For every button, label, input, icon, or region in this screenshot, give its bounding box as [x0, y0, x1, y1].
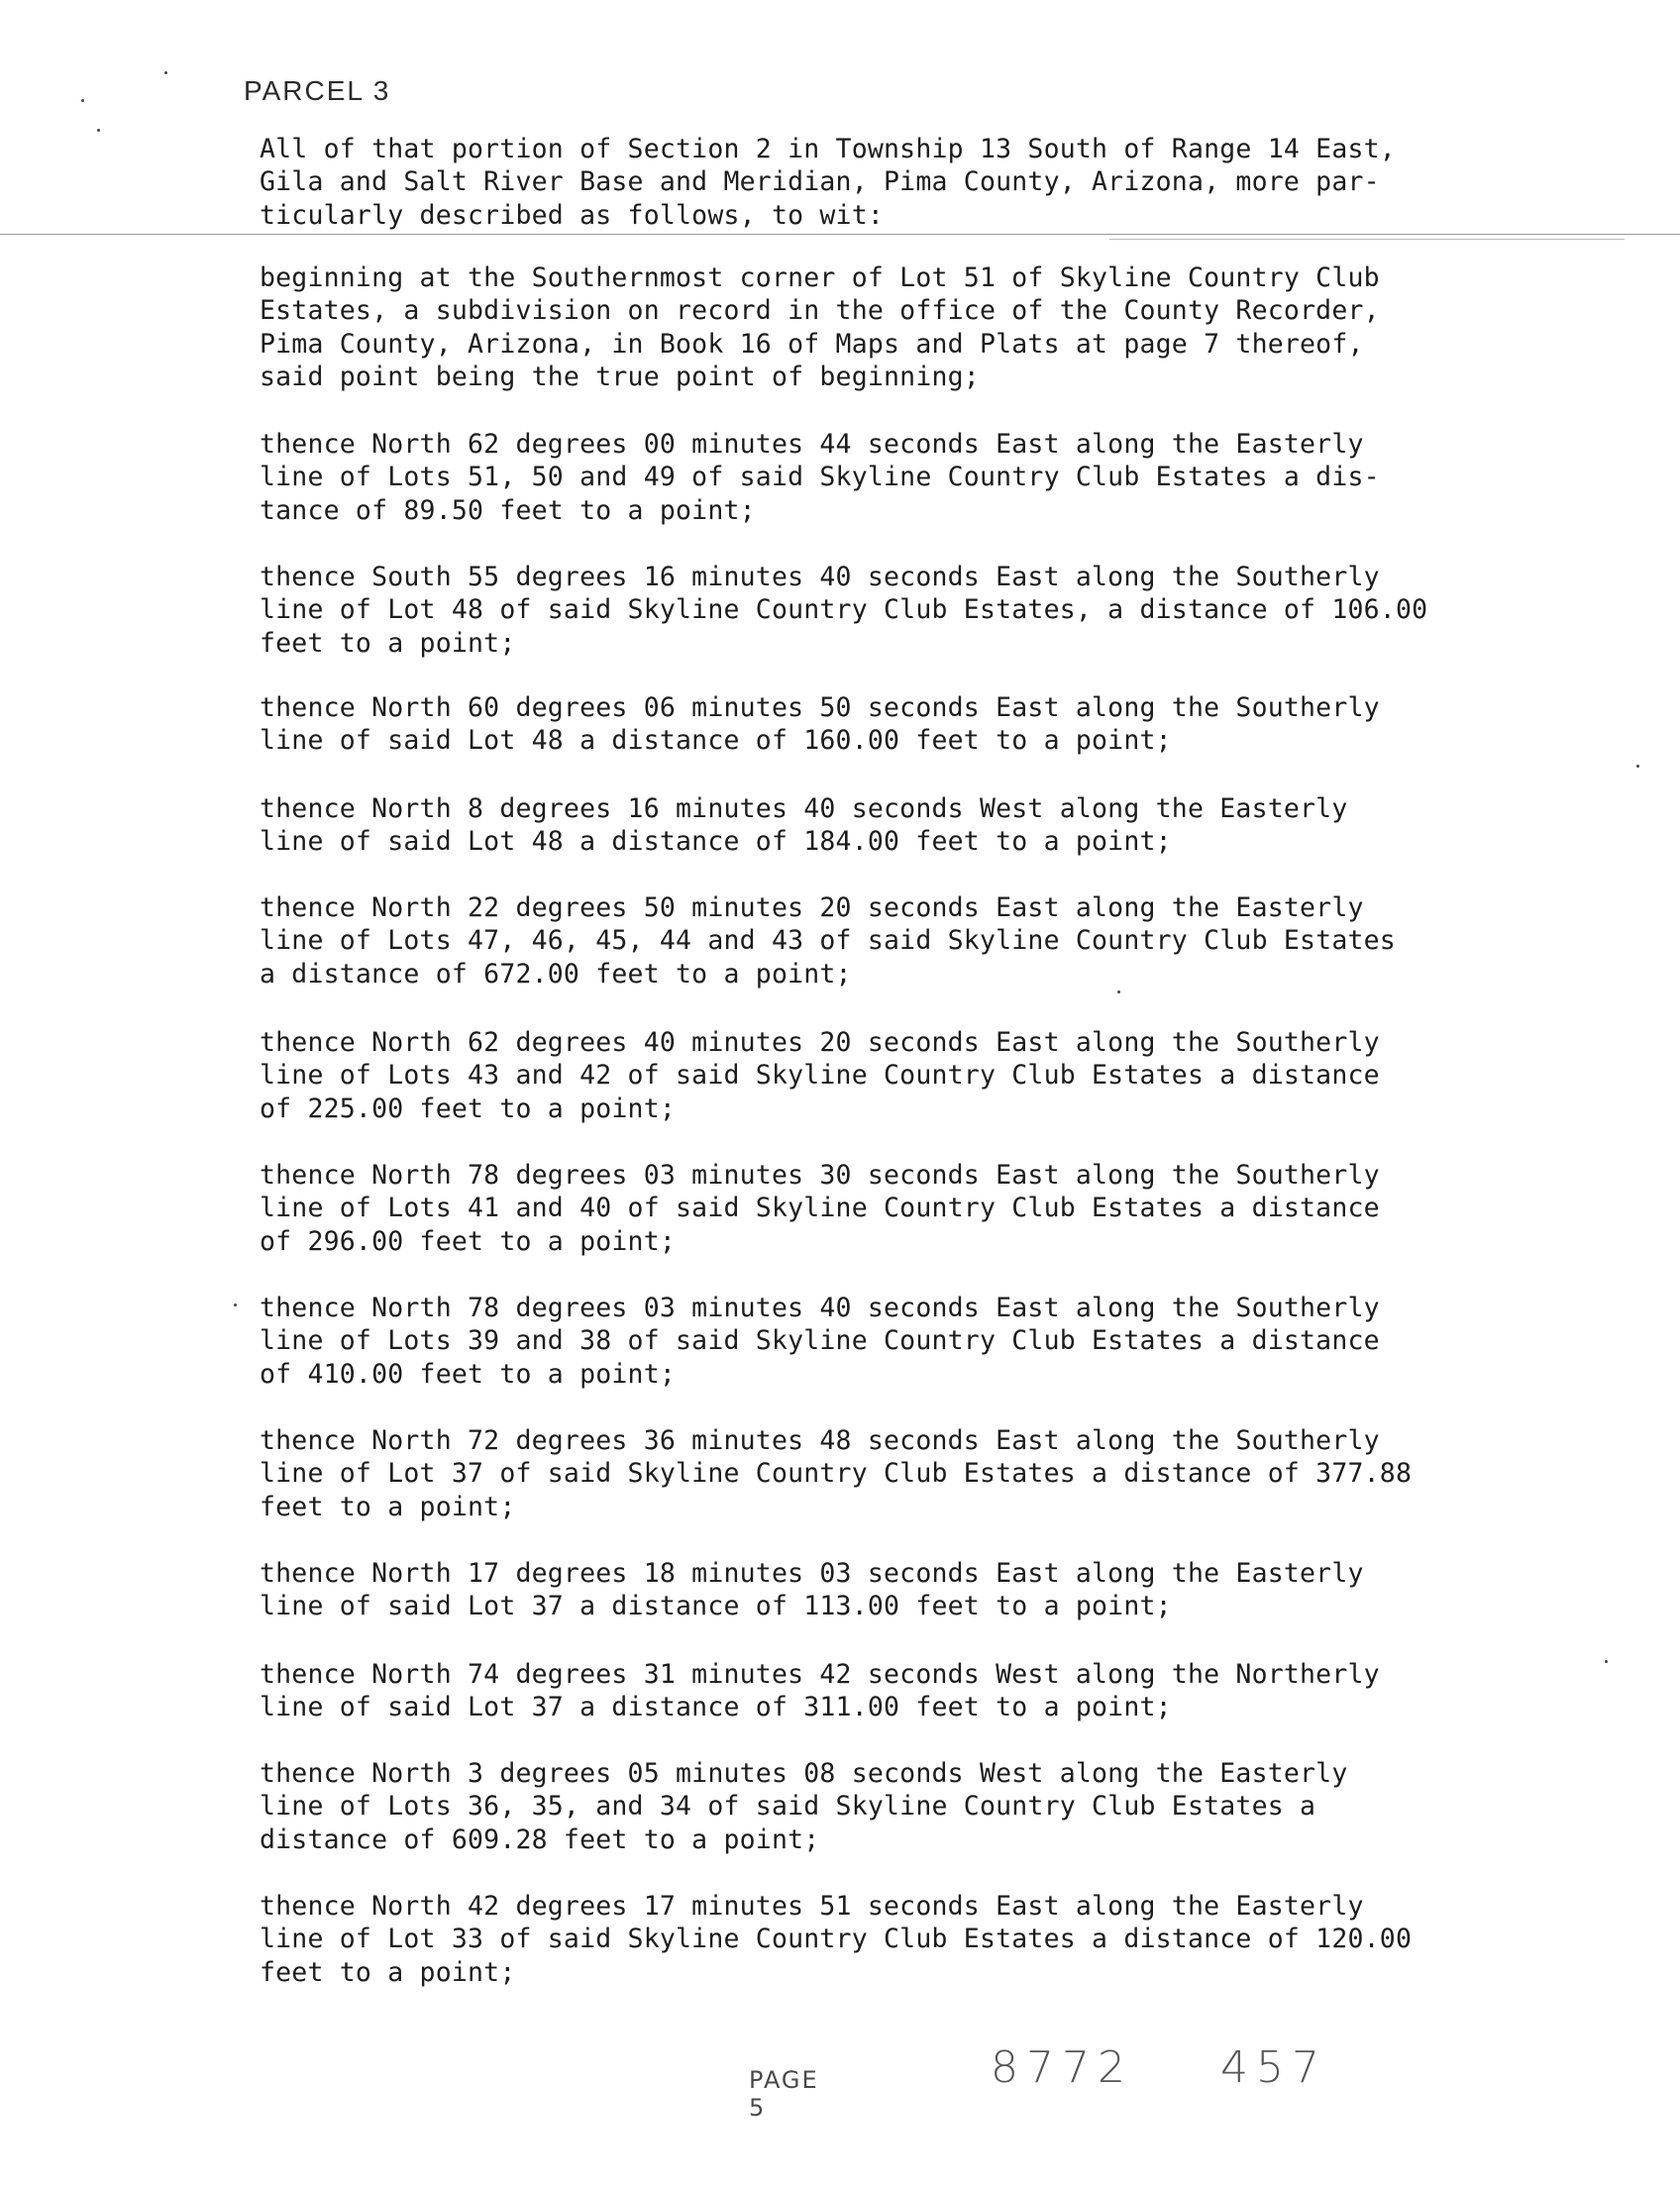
- scan-speck: [164, 71, 167, 74]
- paragraph-course-8: thence North 78 degrees 03 minutes 40 seconds East along the Southerly line of Lots 39 and 38 of said Skyline Country Club Estates a distance of 410.00 feet to a point;: [260, 1293, 1380, 1390]
- paragraph-course-2: thence South 55 degrees 16 minutes 40 seconds East along the Southerly line of Lot 48 of said Skyline Country Club Estates, a distance of 106.00 feet to a point;: [260, 562, 1428, 659]
- paragraph-course-9: thence North 72 degrees 36 minutes 48 seconds East along the Southerly line of Lot 37 of said Skyline Country Club Estates a distance of 377.88 feet to a point;: [260, 1425, 1413, 1522]
- paragraph-course-7: thence North 78 degrees 03 minutes 30 seconds East along the Southerly line of Lots 41 and 40 of said Skyline Country Club Estates a distance of 296.00 feet to a point;: [260, 1160, 1380, 1257]
- paragraph-course-10: thence North 17 degrees 18 minutes 03 seconds East along the Easterly line of said Lot 37 a distance of 113.00 feet to a point;: [260, 1558, 1364, 1622]
- paragraph-course-4: thence North 8 degrees 16 minutes 40 seconds West along the Easterly line of said Lot 48 a distance of 184.00 feet to a point;: [260, 793, 1348, 858]
- scan-speck: [81, 99, 84, 102]
- parcel-heading: PARCEL 3: [244, 75, 391, 106]
- paragraph-course-12: thence North 3 degrees 05 minutes 08 seconds West along the Easterly line of Lots 36, 35, and 34 of said Skyline Country Club Estates a distance of 609.28 feet to a point;: [260, 1758, 1348, 1855]
- footer-page-label: PAGE 5: [749, 2066, 819, 2122]
- paragraph-course-6: thence North 62 degrees 40 minutes 20 seconds East along the Southerly line of Lots 43 and 42 of said Skyline Country Club Estates a distance of 225.00 feet to a point;: [260, 1027, 1380, 1124]
- scan-speck: [234, 1303, 237, 1306]
- scan-speck: [1605, 1660, 1608, 1663]
- scan-speck: [1636, 765, 1639, 768]
- paragraph-course-13: thence North 42 degrees 17 minutes 51 seconds East along the Easterly line of Lot 33 of said Skyline Country Club Estates a distance of 120.00 feet to a point;: [260, 1891, 1413, 1988]
- scan-speck: [1117, 990, 1120, 993]
- paragraph-course-3: thence North 60 degrees 06 minutes 50 seconds East along the Southerly line of said Lot 48 a distance of 160.00 feet to a point;: [260, 692, 1380, 757]
- footer-page-number: 457: [1220, 2042, 1327, 2093]
- footer-book-number: 8772: [991, 2042, 1133, 2093]
- paragraph-course-1: thence North 62 degrees 00 minutes 44 seconds East along the Easterly line of Lots 51, 50 and 49 of said Skyline Country Club Estates a dis- tance of 89.50 feet to a point;: [260, 429, 1380, 526]
- scan-rule-line-secondary: [1109, 239, 1625, 240]
- paragraph-course-5: thence North 22 degrees 50 minutes 20 seconds East along the Easterly line of Lots 47, 46, 45, 44 and 43 of said Skyline Country Club Estates a distance of 672.00 feet to a point;: [260, 892, 1396, 989]
- scan-speck: [97, 129, 100, 132]
- scan-rule-line: [0, 234, 1680, 235]
- paragraph-beginning: beginning at the Southernmost corner of Lot 51 of Skyline Country Club Estates, a subdivision on record in the office of the County Recorder, Pima County, Arizona, in Book 16 of Maps and Plats at page 7 thereof, said point being the true point of beginning;: [260, 262, 1380, 393]
- paragraph-course-11: thence North 74 degrees 31 minutes 42 seconds West along the Northerly line of said Lot 37 a distance of 311.00 feet to a point;: [260, 1659, 1380, 1723]
- paragraph-intro: All of that portion of Section 2 in Township 13 South of Range 14 East, Gila and Salt River Base and Meridian, Pima County, Arizona, more par- ticularly described as follows, to wit:: [260, 134, 1396, 231]
